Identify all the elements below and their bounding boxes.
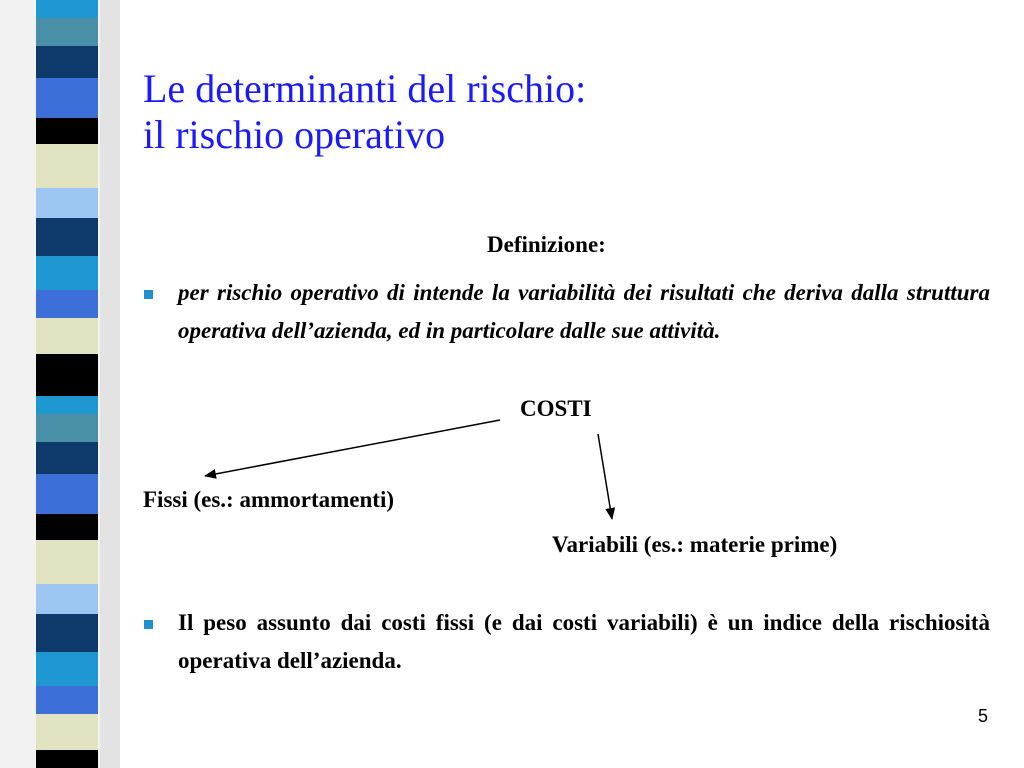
definition-text: per rischio operativo di intende la variabilità dei risultati che deriva dalla struttura operativa dell’azienda, ed in particolare dalle sue attività. [178,280,990,343]
title-line-2: il rischio operativo [143,112,446,157]
conclusion-text: Il peso assunto dai costi fissi (e dai costi variabili) è un indice della rischiosità operativa dell’azienda. [178,610,990,673]
bullet-square-icon [144,620,153,629]
title-line-1: Le determinanti del rischio: [143,66,587,111]
page-number: 5 [977,706,988,726]
variable-costs-label: Variabili (es.: materie prime) [552,532,838,557]
fixed-costs-label: Fissi (es.: ammortamenti) [143,487,395,512]
arrow-to-fixed [205,420,500,476]
arrow-to-variable [598,434,612,519]
definition-heading: Definizione: [487,232,606,257]
costs-label: COSTI [520,396,592,421]
